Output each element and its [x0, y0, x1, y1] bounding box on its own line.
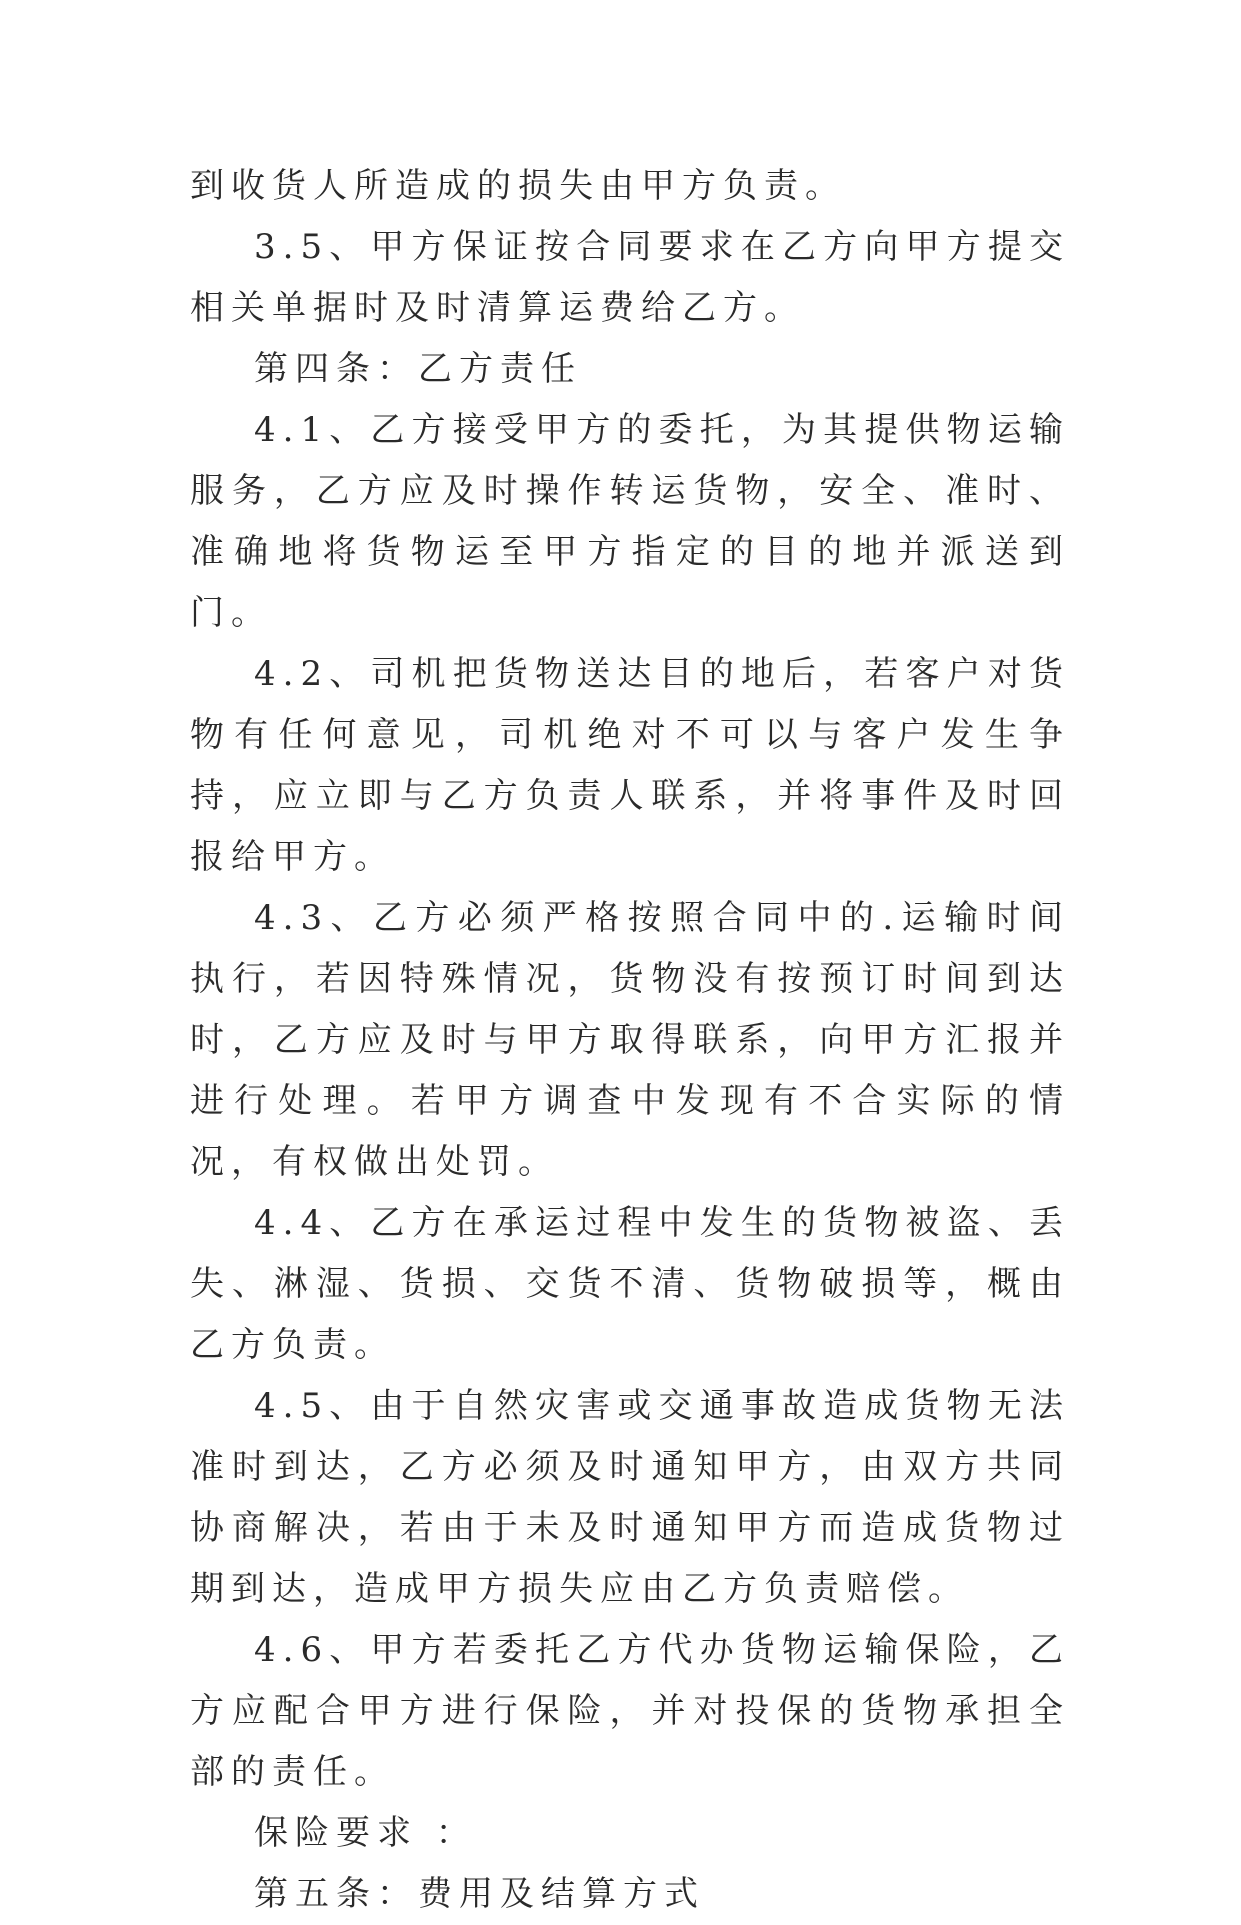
paragraph-clause-4-1: 4.1、乙方接受甲方的委托，为其提供物运输服务，乙方应及时操作转运货物，安全、准时、准确地将货物运至甲方指定的目的地并派送到门。 — [190, 410, 1070, 633]
paragraph-continuation: 到收货人所造成的损失由甲方负责。 — [190, 166, 846, 206]
paragraph-clause-3-5: 3.5、甲方保证按合同要求在乙方向甲方提交相关单据时及时清算运费给乙方。 — [190, 227, 1070, 328]
document-body — [190, 156, 1070, 1925]
section-heading-article-5: 第五条：费用及结算方式 — [254, 1874, 705, 1914]
paragraph-clause-4-6: 4.6、甲方若委托乙方代办货物运输保险，乙方应配合甲方进行保险，并对投保的货物承担全部的责任。 — [190, 1630, 1070, 1792]
section-heading-article-4: 第四条：乙方责任 — [254, 349, 582, 389]
paragraph-clause-4-4: 4.4、乙方在承运过程中发生的货物被盗、丢失、淋湿、货损、交货不清、货物破损等，概由乙方负责。 — [190, 1203, 1070, 1365]
insurance-requirement-label: 保险要求 ： — [254, 1813, 477, 1853]
paragraph-clause-4-3: 4.3、乙方必须严格按照合同中的.运输时间执行，若因特殊情况，货物没有按预订时间到达时，乙方应及时与甲方取得联系，向甲方汇报并进行处理。若甲方调查中发现有不合实际的情况，有权做出处罚。 — [190, 898, 1070, 1182]
paragraph-clause-4-2: 4.2、司机把货物送达目的地后，若客户对货物有任何意见，司机绝对不可以与客户发生争持，应立即与乙方负责人联系，并将事件及时回报给甲方。 — [190, 654, 1070, 877]
paragraph-clause-4-5: 4.5、由于自然灾害或交通事故造成货物无法准时到达，乙方必须及时通知甲方，由双方共同协商解决，若由于未及时通知甲方而造成货物过期到达，造成甲方损失应由乙方负责赔偿。 — [190, 1386, 1070, 1609]
